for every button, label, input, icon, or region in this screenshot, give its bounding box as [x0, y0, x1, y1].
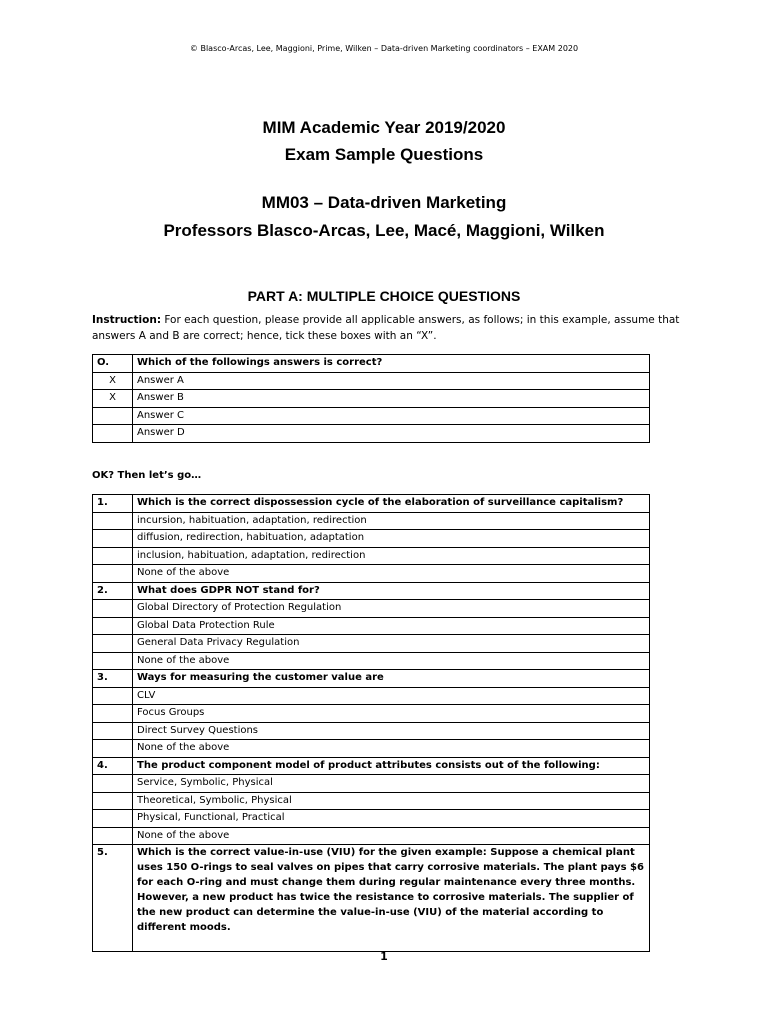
question-text: Ways for measuring the customer value are: [133, 670, 650, 688]
answer-checkbox[interactable]: [93, 600, 133, 618]
question-row: [93, 845, 650, 952]
question-text: The product component model of product attributes consists out of the following:: [133, 757, 650, 775]
example-mark-header: O.: [93, 355, 133, 373]
answer-checkbox[interactable]: [93, 407, 133, 425]
answer-checkbox[interactable]: [93, 722, 133, 740]
questions-table: [92, 494, 650, 952]
answer-checkbox[interactable]: X: [93, 390, 133, 408]
answer-text: Global Data Protection Rule: [133, 617, 650, 635]
answer-text: CLV: [133, 687, 650, 705]
answer-row: [93, 810, 650, 828]
question-number: 4.: [93, 757, 133, 775]
answer-row: [93, 687, 650, 705]
academic-year-title: MIM Academic Year 2019/2020: [262, 118, 506, 137]
professors-title: Professors Blasco-Arcas, Lee, Macé, Maggioni, Wilken: [163, 221, 605, 240]
part-heading: PART A: MULTIPLE CHOICE QUESTIONS: [247, 288, 521, 304]
answer-text: Physical, Functional, Practical: [133, 810, 650, 828]
answer-checkbox[interactable]: [93, 687, 133, 705]
answer-row: [93, 827, 650, 845]
example-answer-row: [93, 407, 650, 425]
instruction-paragraph: [92, 312, 682, 344]
answer-text: None of the above: [133, 652, 650, 670]
answer-checkbox[interactable]: [93, 617, 133, 635]
question-row: [93, 495, 650, 513]
question-number: 5.: [93, 845, 133, 952]
answer-text: Focus Groups: [133, 705, 650, 723]
answer-checkbox[interactable]: [93, 740, 133, 758]
answer-checkbox[interactable]: [93, 792, 133, 810]
answer-row: [93, 635, 650, 653]
course-title: MM03 – Data-driven Marketing: [261, 193, 507, 212]
answer-row: [93, 530, 650, 548]
instruction-label: Instruction:: [92, 314, 162, 326]
answer-text: Answer A: [133, 372, 650, 390]
example-header-row: [93, 355, 650, 373]
answer-text: None of the above: [133, 565, 650, 583]
exam-title: Exam Sample Questions: [284, 145, 484, 164]
answer-text: Answer B: [133, 390, 650, 408]
example-table: [92, 354, 650, 443]
answer-text: diffusion, redirection, habituation, adaptation: [133, 530, 650, 548]
question-row: [93, 670, 650, 688]
question-number: 3.: [93, 670, 133, 688]
answer-checkbox[interactable]: [93, 810, 133, 828]
question-text: Which is the correct dispossession cycle of the elaboration of surveillance capitalism?: [133, 495, 650, 513]
question-row: [93, 582, 650, 600]
answer-row: [93, 600, 650, 618]
answer-text: Global Directory of Protection Regulation: [133, 600, 650, 618]
answer-text: Answer D: [133, 425, 650, 443]
question-text: What does GDPR NOT stand for?: [133, 582, 650, 600]
answer-text: Answer C: [133, 407, 650, 425]
answer-row: [93, 547, 650, 565]
answer-row: [93, 565, 650, 583]
transition-text: OK? Then let’s go…: [92, 470, 202, 481]
answer-checkbox[interactable]: [93, 530, 133, 548]
example-answer-row: [93, 390, 650, 408]
answer-text: inclusion, habituation, adaptation, redirection: [133, 547, 650, 565]
answer-row: [93, 617, 650, 635]
answer-checkbox[interactable]: [93, 425, 133, 443]
answer-row: [93, 512, 650, 530]
question-number: 1.: [93, 495, 133, 513]
example-answer-row: [93, 372, 650, 390]
answer-row: [93, 740, 650, 758]
answer-row: [93, 722, 650, 740]
answer-row: [93, 775, 650, 793]
answer-checkbox[interactable]: [93, 705, 133, 723]
answer-text: Service, Symbolic, Physical: [133, 775, 650, 793]
answer-text: Direct Survey Questions: [133, 722, 650, 740]
question-text: Which is the correct value-in-use (VIU) for the given example: Suppose a chemical plant uses 150 O-rings to seal valves on pipes that carry corrosive materials. The plant pays $6 for each O-ring and must change them during regular maintenance every three months. However, a new product has twice the resistance to corrosive materials. The supplier of the new product can determine the value-in-use (VIU) of the material according to different moods.: [133, 845, 650, 952]
title-block: [0, 114, 768, 245]
answer-checkbox[interactable]: [93, 827, 133, 845]
answer-checkbox[interactable]: [93, 775, 133, 793]
instruction-text: For each question, please provide all applicable answers, as follows; in this example, assume that answers A and B are correct; hence, tick these boxes with an “X”.: [92, 314, 680, 342]
answer-text: None of the above: [133, 740, 650, 758]
answer-text: None of the above: [133, 827, 650, 845]
answer-row: [93, 705, 650, 723]
example-question: Which of the followings answers is correct?: [133, 355, 650, 373]
answer-checkbox[interactable]: X: [93, 372, 133, 390]
answer-checkbox[interactable]: [93, 565, 133, 583]
page-header: © Blasco-Arcas, Lee, Maggioni, Prime, Wilken – Data-driven Marketing coordinators – EXAM 2020: [189, 44, 579, 53]
question-row: [93, 757, 650, 775]
answer-row: [93, 652, 650, 670]
answer-checkbox[interactable]: [93, 547, 133, 565]
answer-row: [93, 792, 650, 810]
answer-checkbox[interactable]: [93, 512, 133, 530]
question-number: 2.: [93, 582, 133, 600]
answer-checkbox[interactable]: [93, 635, 133, 653]
answer-text: General Data Privacy Regulation: [133, 635, 650, 653]
example-answer-row: [93, 425, 650, 443]
answer-text: incursion, habituation, adaptation, redirection: [133, 512, 650, 530]
answer-text: Theoretical, Symbolic, Physical: [133, 792, 650, 810]
page-number: 1: [380, 950, 388, 963]
answer-checkbox[interactable]: [93, 652, 133, 670]
